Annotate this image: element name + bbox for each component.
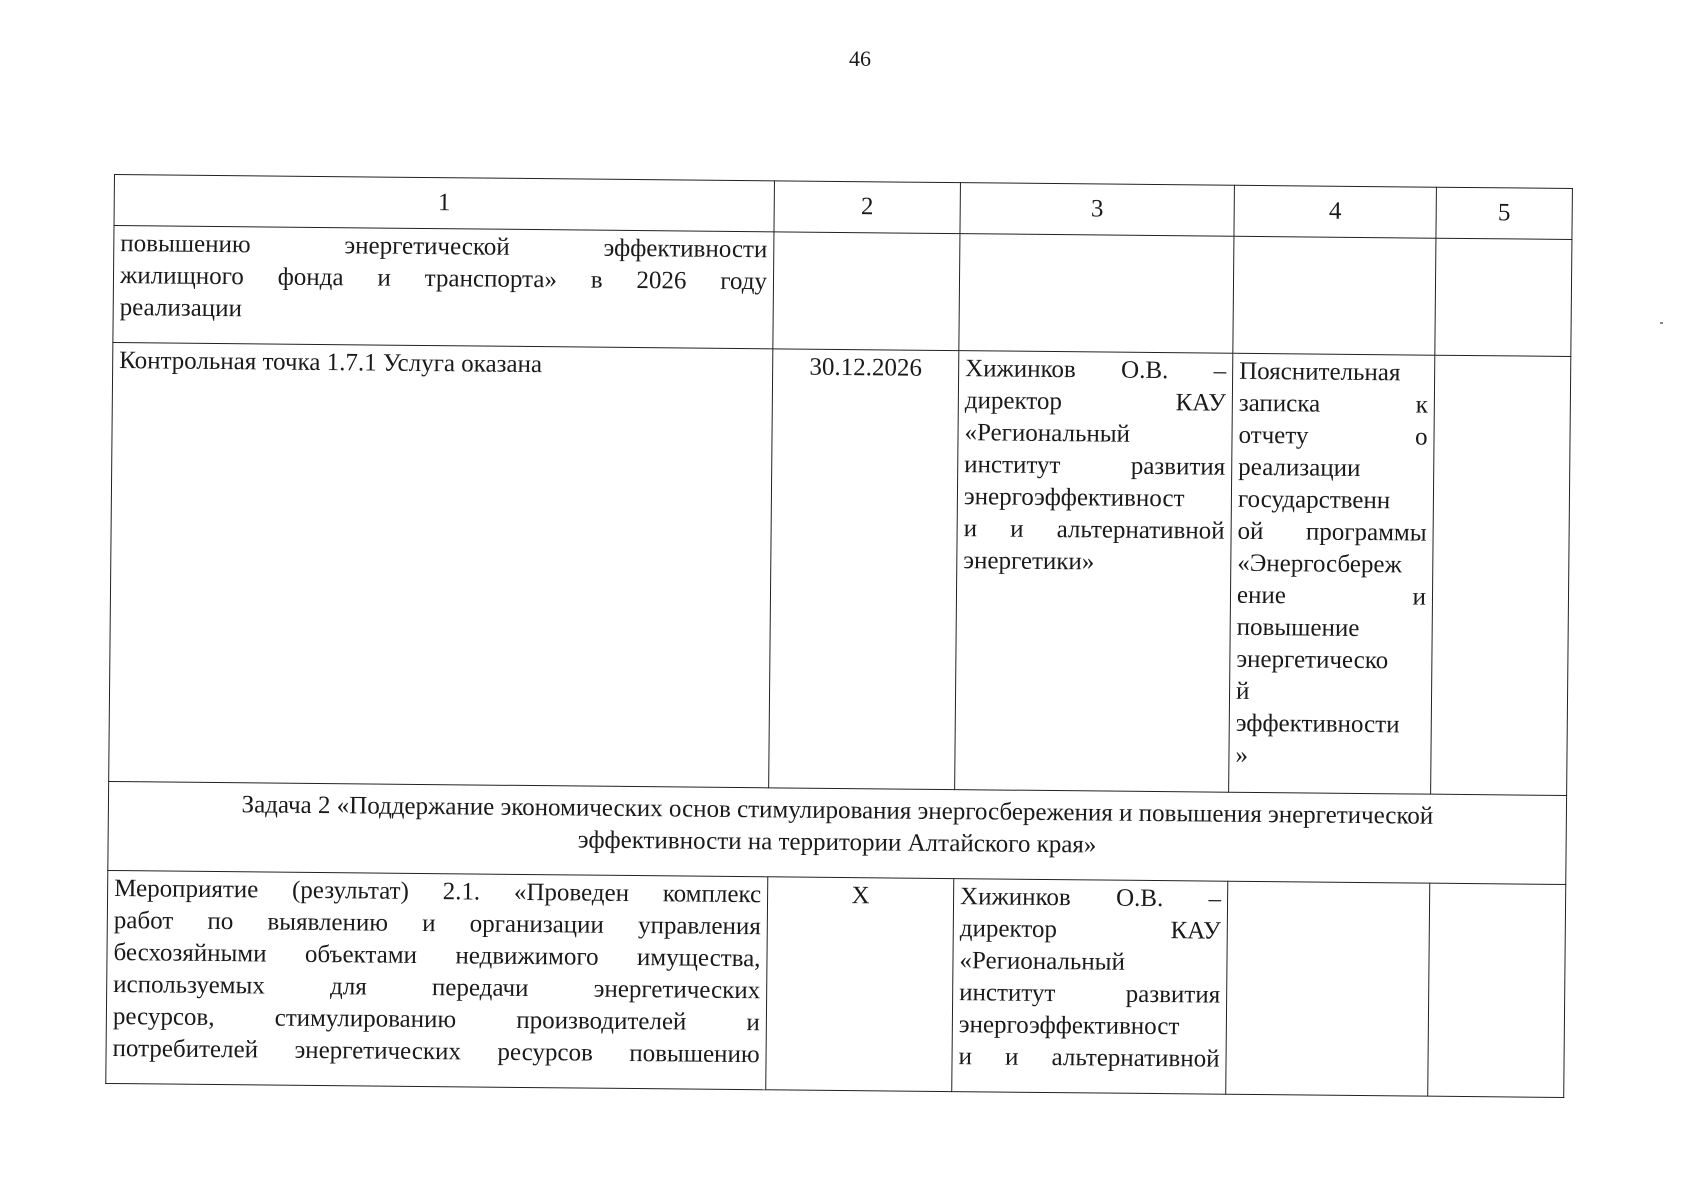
text-line: й	[1235, 677, 1250, 705]
text-line: директор КАУ	[964, 387, 1226, 417]
text-line: энергетики»	[963, 547, 1095, 576]
header-cell-5: 5	[1436, 187, 1572, 239]
text-line: отчету о	[1238, 421, 1428, 451]
text-line: Пояснительная	[1239, 357, 1401, 387]
header-cell-1: 1	[114, 175, 774, 232]
program-table	[105, 174, 1573, 1098]
text-line: реализации	[1238, 453, 1361, 482]
text-line: Мероприятие (результат) 2.1. «Проведен комплекс	[114, 875, 762, 909]
control-point-name: Контрольная точка 1.7.1 Услуга оказана	[109, 342, 773, 787]
text-line: потребителей энергетических ресурсов повышению	[112, 1035, 760, 1069]
empty-cell	[773, 232, 960, 351]
text-line: ение и	[1236, 581, 1427, 611]
text-line: энергоэффективност	[963, 483, 1185, 513]
text-line: «Энергосбереж	[1237, 549, 1402, 579]
text-line: »	[1235, 741, 1249, 769]
text-line: «Региональный	[964, 419, 1131, 448]
text-line: директор КАУ	[959, 915, 1221, 945]
text-line: записка к	[1238, 389, 1428, 419]
text-line: Хижинков О.В. –	[959, 883, 1222, 913]
text-line: реализации	[119, 294, 243, 323]
text-line: повышение	[1236, 613, 1360, 642]
table-row-event	[106, 870, 1566, 1097]
event-col4	[1226, 881, 1430, 1096]
table-row-control-point	[109, 342, 1571, 795]
task-line-1: Задача 2 «Поддержание экономических основ стимулирования энергосбережения и повышения энергетической	[241, 791, 1434, 830]
control-point-document	[1229, 353, 1435, 794]
continuation-cell	[113, 226, 774, 349]
empty-cell	[1233, 236, 1436, 355]
header-cell-2: 2	[774, 181, 960, 234]
event-responsible	[952, 879, 1228, 1095]
text-line: институт развития	[964, 451, 1226, 481]
text-line: «Региональный	[959, 947, 1126, 976]
text-line: государственн	[1237, 485, 1391, 515]
control-point-date: 30.12.2026	[769, 349, 959, 790]
control-point-col5	[1431, 355, 1571, 795]
text-line: институт развития	[959, 979, 1221, 1009]
header-cell-3: 3	[960, 183, 1234, 237]
table-row-continuation	[113, 226, 1572, 357]
empty-cell	[1435, 238, 1572, 356]
control-point-responsible	[955, 351, 1233, 793]
page-number: 46	[849, 46, 871, 71]
task-heading	[108, 781, 1567, 884]
text-line: Хижинков О.В. –	[965, 355, 1227, 385]
text-line: энергоэффективност	[958, 1011, 1180, 1041]
text-line: работ по выявлению и организации управления	[113, 907, 761, 941]
text-line: бесхозяйными объектами недвижимого имущества,	[113, 939, 761, 973]
event-col5	[1428, 883, 1566, 1097]
scan-speck	[1660, 322, 1663, 324]
text-line: жилищного фонда и транспорта» в 2026 году	[119, 262, 768, 296]
text-line: и и альтернативной	[958, 1043, 1220, 1073]
task-line-2: эффективности на территории Алтайского края»	[577, 826, 1097, 859]
header-cell-4: 4	[1234, 185, 1436, 238]
text-line: эффективности	[1235, 709, 1400, 739]
table-row-task	[108, 781, 1567, 884]
event-name	[106, 870, 768, 1089]
text-line: ресурсов, стимулированию производителей и	[112, 1003, 761, 1037]
text-line: и и альтернативной	[963, 515, 1225, 545]
text-line: ой программы	[1237, 517, 1427, 547]
empty-cell	[959, 234, 1234, 354]
event-date: Х	[766, 877, 954, 1092]
text-line: используемых для передачи энергетических	[113, 971, 761, 1005]
text-line: повышению энергетической эффективности	[120, 230, 768, 264]
text-line: энергетическо	[1236, 645, 1389, 675]
